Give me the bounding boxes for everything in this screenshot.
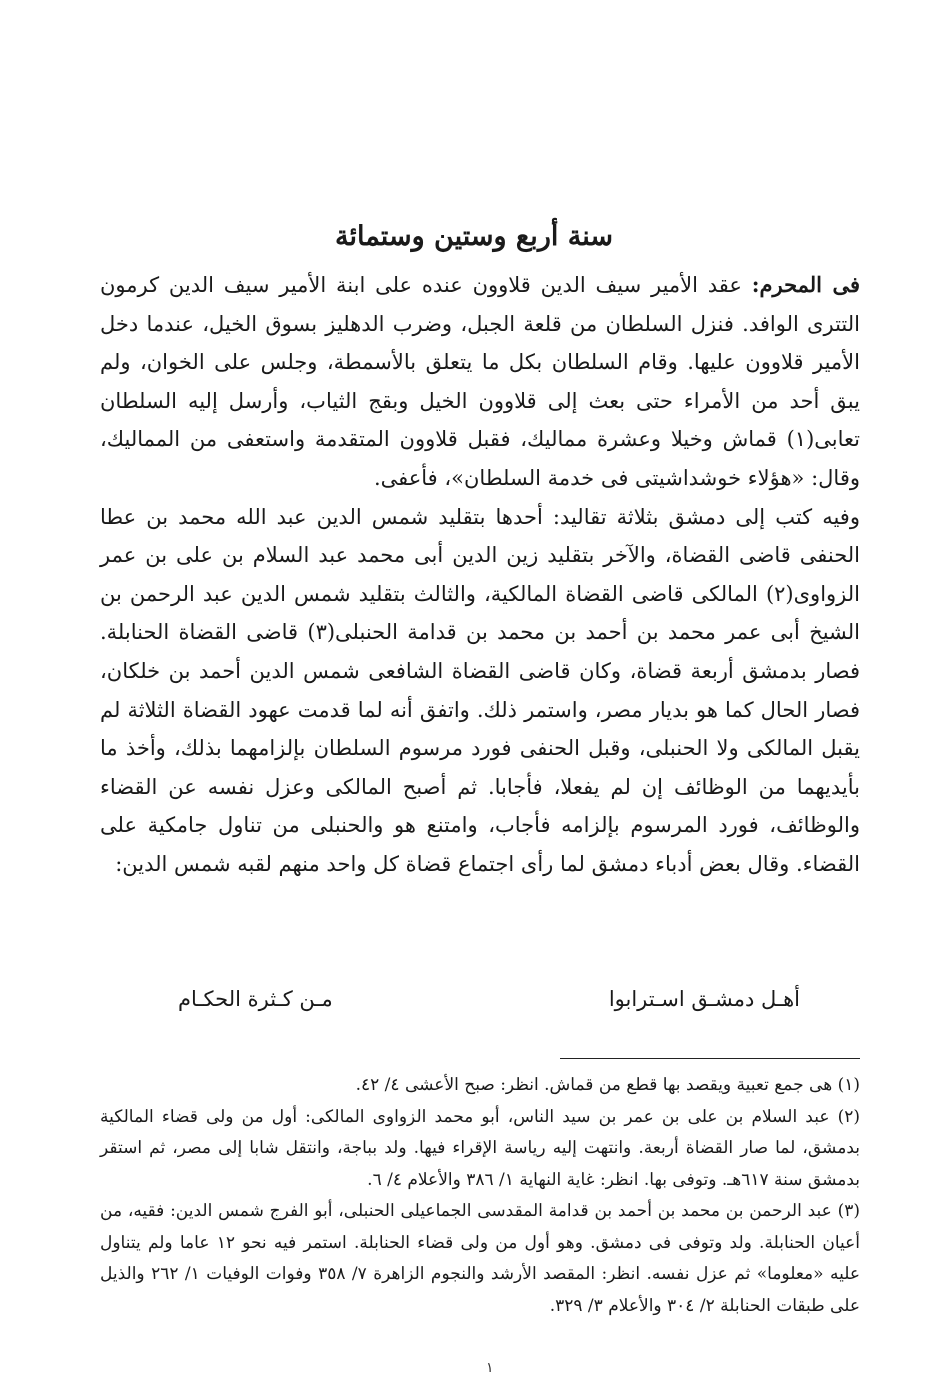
- paragraph-muharram-text: عقد الأمير سيف الدين قلاوون عنده على ابنة الأمير سيف الدين كرمون التترى الوافد. فنزل السلطان من قلعة الجبل، وضرب الدهليز بسوق الخيل، عندما دخل الأمير قلاوون عليها. وقام السلطان بكل ما يتعلق بالأسمطة، وجلس على الخوان، ولم يبق أحد من الأمراء حتى بعث إلى قلاوون الخيل وبقج الثياب، وأرسل إليه السلطان تعابى(١) قماش وخيلا وعشرة مماليك، فقبل قلاوون المتقدمة واستعفى من المماليك، وقال: «هؤلاء خوشداشيتى فى خدمة السلطان»، فأعفى.: [100, 273, 860, 490]
- footnotes: [100, 1070, 860, 1322]
- footnote-3: (٣) عبد الرحمن بن محمد بن أحمد بن قدامة المقدسى الجماعيلى الحنبلى، أبو الفرج شمس الدين: فقيه، من أعيان الحنابلة. ولد وتوفى فى دمشق. وهو أول من ولى قضاء الحنابلة. استمر فيه نحو ١٢ عاما ولم يتناول عليه «معلوما» ثم عزل نفسه. انظر: المقصد الأرشد والنجوم الزاهرة ٧/ ٣٥٨ وفوات الوفيات ١/ ٢٦٢ والذيل على طبقات الحنابلة ٢/ ٣٠٤ والأعلام ٣/ ٣٢٩.: [100, 1201, 860, 1316]
- poem-verse: [100, 975, 860, 1023]
- footnote-divider: [560, 1058, 860, 1059]
- main-text: [100, 266, 860, 884]
- section-heading: سنة أربع وستين وستمائة: [334, 221, 613, 252]
- paragraph-muharram: [100, 266, 860, 498]
- footnote-2: (٢) عبد السلام بن على بن عمر بن سيد الناس، أبو محمد الزواوى المالكى: أول من ولى قضاء المالكية بدمشق، لما صار القضاة أربعة. وانتهت إليه رياسة الإقراء فيها. ولد بباجة، وانتقل شابا إلى مصر، ثم استقر بدمشق سنة ٦١٧هـ. وتوفى بها. انظر: غاية النهاية ١/ ٣٨٦ والأعلام ٤/ ٦.: [100, 1106, 860, 1190]
- footnote-1: (١) هى جمع تعبية ويقصد بها قطع من قماش. انظر: صبح الأعشى ٤/ ٤٢.: [355, 1075, 860, 1095]
- page-mark: ١: [486, 1360, 494, 1376]
- paragraph-lead: فى المحرم:: [751, 272, 860, 297]
- verse-first-hemistich: أهـل دمشـق اسـترابوا: [608, 987, 800, 1011]
- verse-second-hemistich: مـن كـثرة الحكـام: [178, 987, 333, 1011]
- paragraph-damascus-judges: وفيه كتب إلى دمشق بثلاثة تقاليد: أحدها بتقليد شمس الدين عبد الله محمد بن عطا الحنفى قاضى القضاة، والآخر بتقليد زين الدين أبى محمد عبد السلام بن على بن عمر الزواوى(٢) المالكى قاضى القضاة المالكية، والثالث بتقليد شمس الدين عبد الرحمن بن الشيخ أبى عمر محمد بن أحمد بن محمد بن قدامة الحنبلى(٣) قاضى القضاة الحنابلة. فصار بدمشق أربعة قضاة، وكان قاضى القضاة الشافعى شمس الدين أحمد بن خلكان، فصار الحال كما هو بديار مصر، واستمر ذلك. واتفق أنه لما قدمت عهود القضاة الثلاثة لم يقبل المالكى ولا الحنبلى، وقبل الحنفى فورد مرسوم السلطان بإلزامهما بذلك، وأخذ ما بأيديهما من الوظائف إن لم يفعلا، فأجابا. ثم أصبح المالكى وعزل نفسه عن القضاء والوظائف، فورد المرسوم بإلزامه فأجاب، وامتنع هو والحنبلى من تناول جامكية على القضاء. وقال بعض أدباء دمشق لما رأى اجتماع قضاة كل واحد منهم لقبه شمس الدين:: [100, 504, 860, 876]
